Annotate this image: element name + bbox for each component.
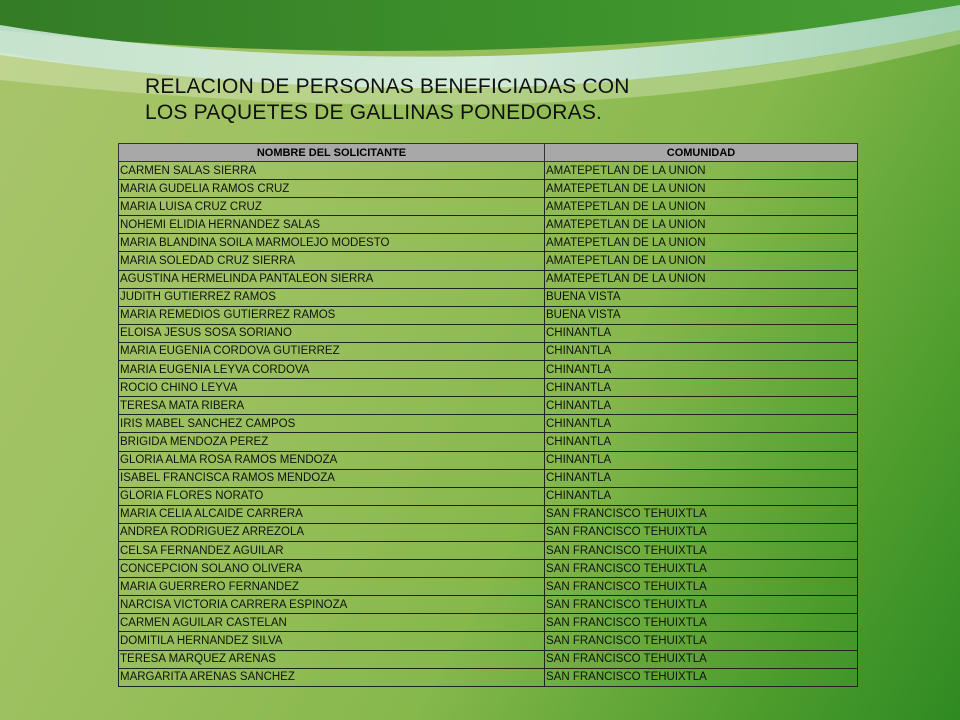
cell-comunidad: CHINANTLA [545, 451, 858, 469]
cell-comunidad: SAN FRANCISCO TEHUIXTLA [545, 596, 858, 614]
cell-nombre: IRIS MABEL SANCHEZ CAMPOS [119, 415, 545, 433]
cell-comunidad: CHINANTLA [545, 433, 858, 451]
table-row [119, 469, 858, 487]
cell-nombre: TERESA MATA RIBERA [119, 397, 545, 415]
cell-comunidad: SAN FRANCISCO TEHUIXTLA [545, 505, 858, 523]
table-row [119, 234, 858, 252]
cell-nombre: ELOISA JESUS SOSA SORIANO [119, 324, 545, 342]
beneficiaries-table [118, 143, 858, 687]
cell-comunidad: CHINANTLA [545, 469, 858, 487]
cell-nombre: MARIA SOLEDAD CRUZ SIERRA [119, 252, 545, 270]
cell-comunidad: AMATEPETLAN DE LA UNION [545, 234, 858, 252]
table-row [119, 523, 858, 541]
cell-nombre: DOMITILA HERNANDEZ SILVA [119, 632, 545, 650]
cell-nombre: GLORIA FLORES NORATO [119, 487, 545, 505]
cell-comunidad: SAN FRANCISCO TEHUIXTLA [545, 523, 858, 541]
cell-nombre: NARCISA VICTORIA CARRERA ESPINOZA [119, 596, 545, 614]
cell-nombre: ANDREA RODRIGUEZ ARREZOLA [119, 523, 545, 541]
cell-comunidad: CHINANTLA [545, 379, 858, 397]
table-row [119, 198, 858, 216]
table-row [119, 578, 858, 596]
title-line-1: RELACION DE PERSONAS BENEFICIADAS CON [145, 75, 630, 98]
cell-nombre: TERESA MARQUEZ ARENAS [119, 650, 545, 668]
table-row [119, 342, 858, 360]
cell-comunidad: CHINANTLA [545, 324, 858, 342]
table-row [119, 614, 858, 632]
cell-comunidad: SAN FRANCISCO TEHUIXTLA [545, 650, 858, 668]
cell-nombre: ROCIO CHINO LEYVA [119, 379, 545, 397]
table-row [119, 180, 858, 198]
cell-comunidad: AMATEPETLAN DE LA UNION [545, 198, 858, 216]
cell-comunidad: AMATEPETLAN DE LA UNION [545, 216, 858, 234]
cell-nombre: MARIA REMEDIOS GUTIERREZ RAMOS [119, 306, 545, 324]
table-body [119, 162, 858, 687]
table-row [119, 668, 858, 686]
cell-comunidad: CHINANTLA [545, 342, 858, 360]
table-row [119, 560, 858, 578]
cell-nombre: MARIA EUGENIA LEYVA CORDOVA [119, 361, 545, 379]
cell-nombre: MARIA BLANDINA SOILA MARMOLEJO MODESTO [119, 234, 545, 252]
table-row [119, 216, 858, 234]
cell-comunidad: AMATEPETLAN DE LA UNION [545, 180, 858, 198]
cell-comunidad: AMATEPETLAN DE LA UNION [545, 252, 858, 270]
table-header-row [119, 144, 858, 162]
table-row [119, 596, 858, 614]
table-row [119, 541, 858, 559]
table-row [119, 324, 858, 342]
cell-comunidad: BUENA VISTA [545, 306, 858, 324]
table-row [119, 270, 858, 288]
cell-comunidad: CHINANTLA [545, 415, 858, 433]
cell-nombre: CELSA FERNANDEZ AGUILAR [119, 541, 545, 559]
table-row [119, 379, 858, 397]
cell-comunidad: AMATEPETLAN DE LA UNION [545, 270, 858, 288]
table-row [119, 451, 858, 469]
cell-nombre: NOHEMI ELIDIA HERNANDEZ SALAS [119, 216, 545, 234]
cell-nombre: JUDITH GUTIERREZ RAMOS [119, 288, 545, 306]
cell-comunidad: SAN FRANCISCO TEHUIXTLA [545, 541, 858, 559]
cell-comunidad: CHINANTLA [545, 361, 858, 379]
table-row [119, 650, 858, 668]
cell-comunidad: BUENA VISTA [545, 288, 858, 306]
cell-comunidad: SAN FRANCISCO TEHUIXTLA [545, 668, 858, 686]
cell-comunidad: SAN FRANCISCO TEHUIXTLA [545, 560, 858, 578]
cell-nombre: CARMEN SALAS SIERRA [119, 162, 545, 180]
table-row [119, 252, 858, 270]
cell-nombre: MARIA CELIA ALCAIDE CARRERA [119, 505, 545, 523]
cell-nombre: BRIGIDA MENDOZA PEREZ [119, 433, 545, 451]
cell-nombre: ISABEL FRANCISCA RAMOS MENDOZA [119, 469, 545, 487]
table-row [119, 306, 858, 324]
cell-comunidad: SAN FRANCISCO TEHUIXTLA [545, 632, 858, 650]
cell-nombre: GLORIA ALMA ROSA RAMOS MENDOZA [119, 451, 545, 469]
cell-nombre: MARIA GUDELIA RAMOS CRUZ [119, 180, 545, 198]
table-row [119, 162, 858, 180]
cell-comunidad: AMATEPETLAN DE LA UNION [545, 162, 858, 180]
table-row [119, 397, 858, 415]
cell-comunidad: SAN FRANCISCO TEHUIXTLA [545, 614, 858, 632]
header-comunidad: COMUNIDAD [545, 144, 858, 162]
cell-nombre: MARIA GUERRERO FERNANDEZ [119, 578, 545, 596]
table-row [119, 415, 858, 433]
cell-comunidad: CHINANTLA [545, 487, 858, 505]
cell-nombre: CARMEN AGUILAR CASTELAN [119, 614, 545, 632]
cell-nombre: CONCEPCION SOLANO OLIVERA [119, 560, 545, 578]
table-row [119, 433, 858, 451]
table-row [119, 505, 858, 523]
slide-title [145, 74, 745, 126]
cell-comunidad: SAN FRANCISCO TEHUIXTLA [545, 578, 858, 596]
table-row [119, 632, 858, 650]
cell-nombre: AGUSTINA HERMELINDA PANTALEON SIERRA [119, 270, 545, 288]
cell-nombre: MARIA EUGENIA CORDOVA GUTIERREZ [119, 342, 545, 360]
title-line-2: LOS PAQUETES DE GALLINAS PONEDORAS. [145, 101, 603, 124]
table-row [119, 487, 858, 505]
table-row [119, 361, 858, 379]
cell-nombre: MARGARITA ARENAS SANCHEZ [119, 668, 545, 686]
table-row [119, 288, 858, 306]
header-nombre: NOMBRE DEL SOLICITANTE [119, 144, 545, 162]
cell-comunidad: CHINANTLA [545, 397, 858, 415]
cell-nombre: MARIA LUISA CRUZ CRUZ [119, 198, 545, 216]
